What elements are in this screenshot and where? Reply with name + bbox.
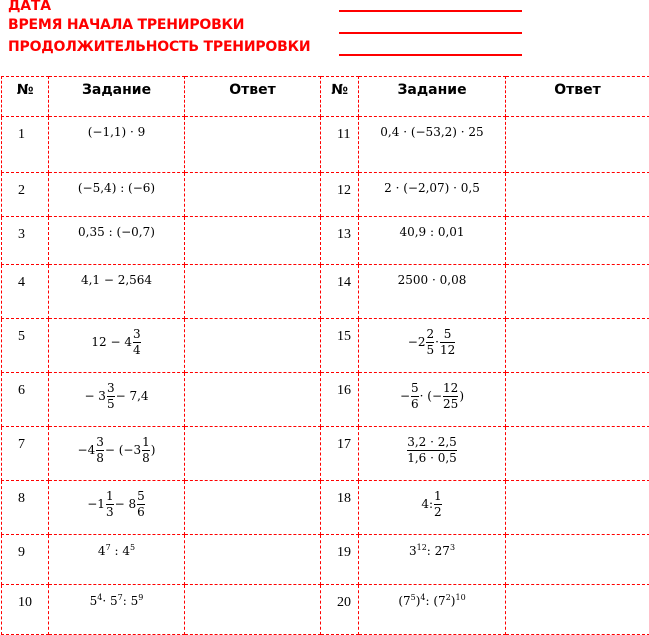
- fraction: [96, 435, 104, 466]
- denominator: 5: [107, 397, 115, 412]
- numerator: 1: [434, 489, 442, 505]
- expr-text: ): [459, 389, 464, 403]
- expr-text: : 5: [123, 594, 139, 608]
- exponent: 4: [97, 593, 102, 602]
- task-expression: [49, 319, 185, 373]
- start-time-field[interactable]: [339, 32, 522, 34]
- expr-text: 0,35 : (−0,7): [78, 225, 155, 239]
- expr-text: (7: [398, 594, 410, 608]
- answer-cell[interactable]: [185, 481, 321, 535]
- exponent: 10: [455, 593, 465, 602]
- exponent: 7: [118, 593, 123, 602]
- fraction: [106, 489, 114, 520]
- answer-cell[interactable]: [185, 373, 321, 427]
- expr-text: 4,1 − 2,564: [81, 273, 152, 287]
- exponent: 5: [130, 543, 135, 552]
- answer-cell[interactable]: [506, 427, 649, 481]
- col-num: №: [321, 77, 359, 117]
- task-expression: [359, 117, 506, 173]
- table-row: [2, 481, 649, 535]
- expr-text: − 8: [115, 497, 137, 511]
- table-row: [2, 117, 649, 173]
- duration-label: ПРОДОЛЖИТЕЛЬНОСТЬ ТРЕНИРОВКИ: [8, 39, 310, 55]
- denominator: 4: [133, 343, 141, 358]
- denominator: 5: [426, 343, 434, 358]
- denominator: 1,6 · 0,5: [407, 451, 457, 466]
- task-number: 4: [2, 265, 49, 319]
- answer-cell[interactable]: [506, 319, 649, 373]
- task-number: 9: [2, 535, 49, 585]
- expr-text: 2500 · 0,08: [398, 273, 467, 287]
- task-expression: [49, 585, 185, 635]
- expr-text: 12 − 4: [91, 335, 132, 349]
- answer-cell[interactable]: [185, 173, 321, 217]
- fraction: [133, 327, 141, 358]
- numerator: 3,2 · 2,5: [407, 435, 457, 451]
- denominator: 6: [411, 397, 419, 412]
- task-number: 14: [321, 265, 359, 319]
- date-field[interactable]: [339, 10, 522, 12]
- table-row: [2, 265, 649, 319]
- numerator: 1: [142, 435, 150, 451]
- numerator: 5: [411, 381, 419, 397]
- denominator: 25: [443, 397, 458, 412]
- expr-text: 4:: [421, 497, 433, 511]
- table-row: [2, 427, 649, 481]
- col-num: №: [2, 77, 49, 117]
- task-number: 1: [2, 117, 49, 173]
- col-task: Задание: [49, 77, 185, 117]
- numerator: 3: [107, 381, 115, 397]
- task-expression: [49, 427, 185, 481]
- task-expression: [359, 481, 506, 535]
- task-number: 7: [2, 427, 49, 481]
- denominator: 6: [137, 505, 145, 520]
- task-expression: [49, 217, 185, 265]
- expr-text: 4: [98, 544, 106, 558]
- task-expression: [49, 481, 185, 535]
- exponent: 2: [446, 593, 451, 602]
- fraction: [443, 381, 458, 412]
- denominator: 2: [434, 505, 442, 520]
- task-expression: [49, 117, 185, 173]
- exponent: 9: [138, 593, 143, 602]
- task-expression: [49, 373, 185, 427]
- task-number: 8: [2, 481, 49, 535]
- expr-text: ): [451, 594, 456, 608]
- task-number: 18: [321, 481, 359, 535]
- expr-text: 0,4 · (−53,2) · 25: [380, 125, 483, 139]
- expr-text: − (−3: [105, 443, 141, 457]
- task-number: 5: [2, 319, 49, 373]
- expr-text: − 7,4: [116, 389, 149, 403]
- fraction: [440, 327, 455, 358]
- fraction: [426, 327, 434, 358]
- answer-cell[interactable]: [506, 585, 649, 635]
- numerator: 12: [443, 381, 458, 397]
- duration-field[interactable]: [339, 54, 522, 56]
- table-row: [2, 173, 649, 217]
- answer-cell[interactable]: [506, 481, 649, 535]
- answer-cell[interactable]: [506, 373, 649, 427]
- expr-text: (−5,4) : (−6): [78, 181, 155, 195]
- expr-text: ): [416, 594, 421, 608]
- answer-cell[interactable]: [185, 117, 321, 173]
- task-expression: [49, 173, 185, 217]
- table-row: [2, 373, 649, 427]
- numerator: 5: [137, 489, 145, 505]
- task-expression: [359, 217, 506, 265]
- expr-text: : 4: [111, 544, 130, 558]
- answer-cell[interactable]: [506, 117, 649, 173]
- expr-text: − 3: [84, 389, 106, 403]
- fraction: [407, 435, 457, 466]
- expr-text: ·: [435, 335, 439, 349]
- task-number: 3: [2, 217, 49, 265]
- exponent: 7: [106, 543, 111, 552]
- exponent: 3: [450, 543, 455, 552]
- answer-cell[interactable]: [506, 173, 649, 217]
- numerator: 3: [96, 435, 104, 451]
- numerator: 5: [440, 327, 455, 343]
- task-number: 10: [2, 585, 49, 635]
- expr-text: −2: [408, 335, 426, 349]
- table-row: [2, 217, 649, 265]
- answer-cell[interactable]: [506, 265, 649, 319]
- expr-text: 2 · (−2,07) · 0,5: [384, 181, 480, 195]
- start-time-label: ВРЕМЯ НАЧАЛА ТРЕНИРОВКИ: [8, 17, 244, 33]
- table-row: [2, 585, 649, 635]
- exponent: 12: [417, 543, 427, 552]
- expr-text: −1: [87, 497, 105, 511]
- table-row: [2, 319, 649, 373]
- task-number: 6: [2, 373, 49, 427]
- fraction: [107, 381, 115, 412]
- task-number: 12: [321, 173, 359, 217]
- denominator: 12: [440, 343, 455, 358]
- answer-cell[interactable]: [506, 217, 649, 265]
- task-number: 17: [321, 427, 359, 481]
- table-row: [2, 535, 649, 585]
- expr-text: −4: [78, 443, 96, 457]
- fraction: [411, 381, 419, 412]
- col-answer: Ответ: [185, 77, 321, 117]
- col-answer: Ответ: [506, 77, 649, 117]
- tasks-table: [1, 76, 649, 635]
- denominator: 8: [142, 451, 150, 466]
- task-expression: [359, 173, 506, 217]
- fraction: [142, 435, 150, 466]
- exponent: 5: [411, 593, 416, 602]
- task-number: 13: [321, 217, 359, 265]
- expr-text: · 5: [102, 594, 117, 608]
- numerator: 1: [106, 489, 114, 505]
- task-number: 15: [321, 319, 359, 373]
- expr-text: · (−: [420, 389, 442, 403]
- task-number: 2: [2, 173, 49, 217]
- answer-cell[interactable]: [506, 535, 649, 585]
- date-label: ДАТА: [8, 0, 51, 14]
- answer-cell[interactable]: [185, 265, 321, 319]
- fraction: [137, 489, 145, 520]
- task-number: 19: [321, 535, 359, 585]
- task-expression: [359, 319, 506, 373]
- col-task: Задание: [359, 77, 506, 117]
- task-expression: [359, 535, 506, 585]
- expr-text: : (7: [426, 594, 446, 608]
- denominator: 3: [106, 505, 114, 520]
- task-number: 20: [321, 585, 359, 635]
- task-number: 11: [321, 117, 359, 173]
- task-number: 16: [321, 373, 359, 427]
- expr-text: −: [400, 389, 410, 403]
- task-expression: [359, 373, 506, 427]
- answer-cell[interactable]: [185, 217, 321, 265]
- expr-text: 3: [409, 544, 417, 558]
- expr-text: (−1,1) · 9: [88, 125, 146, 139]
- numerator: 2: [426, 327, 434, 343]
- expr-text: 40,9 : 0,01: [399, 225, 464, 239]
- fraction: [434, 489, 442, 520]
- answer-cell[interactable]: [185, 535, 321, 585]
- task-expression: [359, 585, 506, 635]
- expr-text: ): [151, 443, 156, 457]
- task-expression: [359, 265, 506, 319]
- answer-cell[interactable]: [185, 319, 321, 373]
- numerator: 3: [133, 327, 141, 343]
- task-expression: [49, 535, 185, 585]
- task-expression: [49, 265, 185, 319]
- expr-text: : 27: [427, 544, 450, 558]
- expr-text: 5: [90, 594, 98, 608]
- exponent: 4: [420, 593, 425, 602]
- answer-cell[interactable]: [185, 585, 321, 635]
- answer-cell[interactable]: [185, 427, 321, 481]
- denominator: 8: [96, 451, 104, 466]
- task-expression: [359, 427, 506, 481]
